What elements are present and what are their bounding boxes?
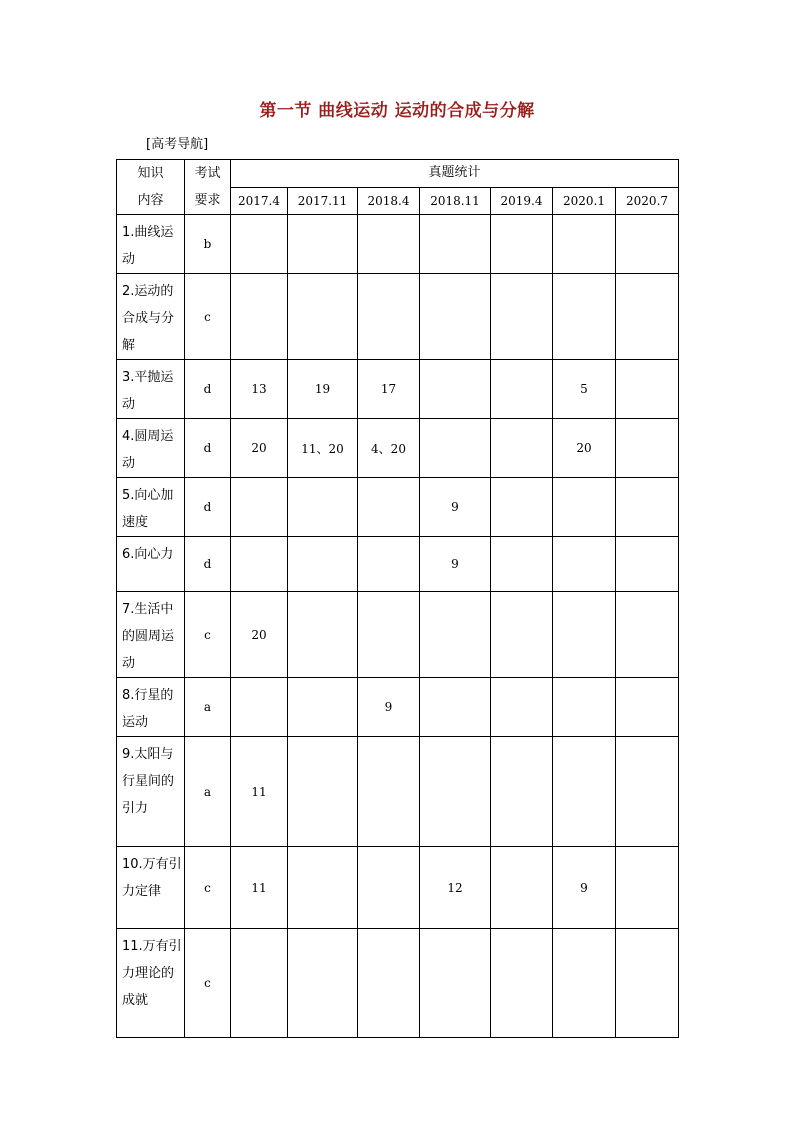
stat-cell — [553, 274, 616, 360]
stat-cell — [616, 215, 679, 274]
stat-cell — [491, 419, 553, 478]
topic-cell: 5.向心加速度 — [117, 478, 185, 537]
stat-cell — [358, 592, 420, 678]
stat-cell — [231, 929, 288, 1038]
stat-cell — [553, 678, 616, 737]
topic-cell: 11.万有引力理论的成就 — [117, 929, 185, 1038]
topic-cell: 10.万有引力定律 — [117, 847, 185, 929]
exam-stats-table — [116, 159, 679, 1038]
table-row — [117, 592, 679, 678]
stat-cell: 20 — [231, 592, 288, 678]
stat-cell — [553, 537, 616, 592]
stat-cell — [231, 537, 288, 592]
header-knowledge-text: 知识内容 — [137, 166, 164, 208]
stat-cell: 11、20 — [288, 419, 358, 478]
header-date: 2017.4 — [231, 187, 288, 215]
requirement-cell: d — [185, 478, 231, 537]
header-knowledge — [117, 160, 185, 215]
topic-cell: 1.曲线运动 — [117, 215, 185, 274]
stat-cell — [616, 847, 679, 929]
stat-cell — [491, 360, 553, 419]
page-title: 第一节 曲线运动 运动的合成与分解 — [259, 101, 535, 121]
topic-cell: 4.圆周运动 — [117, 419, 185, 478]
stat-cell: 12 — [420, 847, 491, 929]
stat-cell — [288, 537, 358, 592]
stat-cell — [491, 478, 553, 537]
stat-cell — [231, 274, 288, 360]
stat-cell — [288, 478, 358, 537]
stat-cell — [491, 847, 553, 929]
header-date: 2018.4 — [358, 187, 420, 215]
stat-cell — [616, 419, 679, 478]
stat-cell — [616, 678, 679, 737]
stat-cell: 9 — [358, 678, 420, 737]
section-label: [高考导航] — [146, 137, 209, 152]
topic-cell: 2.运动的合成与分解 — [117, 274, 185, 360]
stat-cell — [553, 592, 616, 678]
requirement-cell: a — [185, 737, 231, 847]
stat-cell: 9 — [553, 847, 616, 929]
stat-cell — [616, 274, 679, 360]
header-date: 2017.11 — [288, 187, 358, 215]
stat-cell — [491, 274, 553, 360]
requirement-cell: c — [185, 274, 231, 360]
stat-cell — [616, 360, 679, 419]
requirement-cell: a — [185, 678, 231, 737]
stat-cell: 9 — [420, 537, 491, 592]
stat-cell — [491, 215, 553, 274]
header-stats: 真题统计 — [231, 160, 679, 188]
stat-cell — [288, 274, 358, 360]
stat-cell — [231, 215, 288, 274]
stat-cell — [616, 537, 679, 592]
stat-cell: 19 — [288, 360, 358, 419]
stat-cell — [491, 592, 553, 678]
table-row — [117, 847, 679, 929]
stat-cell — [288, 592, 358, 678]
stat-cell: 11 — [231, 737, 288, 847]
stat-cell — [358, 929, 420, 1038]
table-row — [117, 478, 679, 537]
requirement-cell: d — [185, 419, 231, 478]
stat-cell — [358, 847, 420, 929]
stat-cell — [358, 274, 420, 360]
stat-cell — [420, 929, 491, 1038]
stat-cell — [231, 478, 288, 537]
stat-cell — [616, 478, 679, 537]
stat-cell — [420, 215, 491, 274]
stat-cell: 17 — [358, 360, 420, 419]
stat-cell — [288, 678, 358, 737]
header-requirement — [185, 160, 231, 215]
table-row — [117, 274, 679, 360]
stat-cell: 20 — [231, 419, 288, 478]
stat-cell — [491, 678, 553, 737]
header-date: 2018.11 — [420, 187, 491, 215]
stat-cell — [358, 215, 420, 274]
table-row — [117, 360, 679, 419]
table-row — [117, 929, 679, 1038]
topic-cell: 8.行星的运动 — [117, 678, 185, 737]
stat-cell — [616, 592, 679, 678]
stat-cell — [288, 737, 358, 847]
table-row — [117, 537, 679, 592]
table-row — [117, 737, 679, 847]
stat-cell — [420, 419, 491, 478]
stat-cell — [491, 929, 553, 1038]
stat-cell — [553, 215, 616, 274]
stat-cell — [553, 737, 616, 847]
stat-cell — [616, 929, 679, 1038]
requirement-cell: c — [185, 592, 231, 678]
stat-cell — [358, 478, 420, 537]
stat-cell — [553, 929, 616, 1038]
stat-cell — [420, 592, 491, 678]
header-date: 2020.1 — [553, 187, 616, 215]
stat-cell — [358, 537, 420, 592]
requirement-cell: b — [185, 215, 231, 274]
stat-cell — [420, 360, 491, 419]
topic-cell: 6.向心力 — [117, 537, 185, 592]
requirement-cell: d — [185, 537, 231, 592]
stat-cell — [288, 215, 358, 274]
header-date: 2020.7 — [616, 187, 679, 215]
stat-cell — [420, 274, 491, 360]
requirement-cell: c — [185, 929, 231, 1038]
topic-cell: 3.平抛运动 — [117, 360, 185, 419]
table-row — [117, 215, 679, 274]
topic-cell: 9.太阳与行星间的引力 — [117, 737, 185, 847]
header-requirement-text: 考试要求 — [194, 166, 221, 208]
header-date: 2019.4 — [491, 187, 553, 215]
stat-cell — [491, 737, 553, 847]
requirement-cell: c — [185, 847, 231, 929]
table-row — [117, 419, 679, 478]
stat-cell: 13 — [231, 360, 288, 419]
stat-cell: 9 — [420, 478, 491, 537]
stat-cell — [553, 478, 616, 537]
stat-cell: 5 — [553, 360, 616, 419]
stat-cell — [231, 678, 288, 737]
stat-cell — [616, 737, 679, 847]
topic-cell: 7.生活中的圆周运动 — [117, 592, 185, 678]
stat-cell — [288, 847, 358, 929]
stat-cell: 20 — [553, 419, 616, 478]
stat-cell — [491, 537, 553, 592]
table-row — [117, 678, 679, 737]
stat-cell — [420, 737, 491, 847]
stat-cell — [358, 737, 420, 847]
requirement-cell: d — [185, 360, 231, 419]
stat-cell: 4、20 — [358, 419, 420, 478]
stat-cell — [420, 678, 491, 737]
stat-cell: 11 — [231, 847, 288, 929]
stat-cell — [288, 929, 358, 1038]
